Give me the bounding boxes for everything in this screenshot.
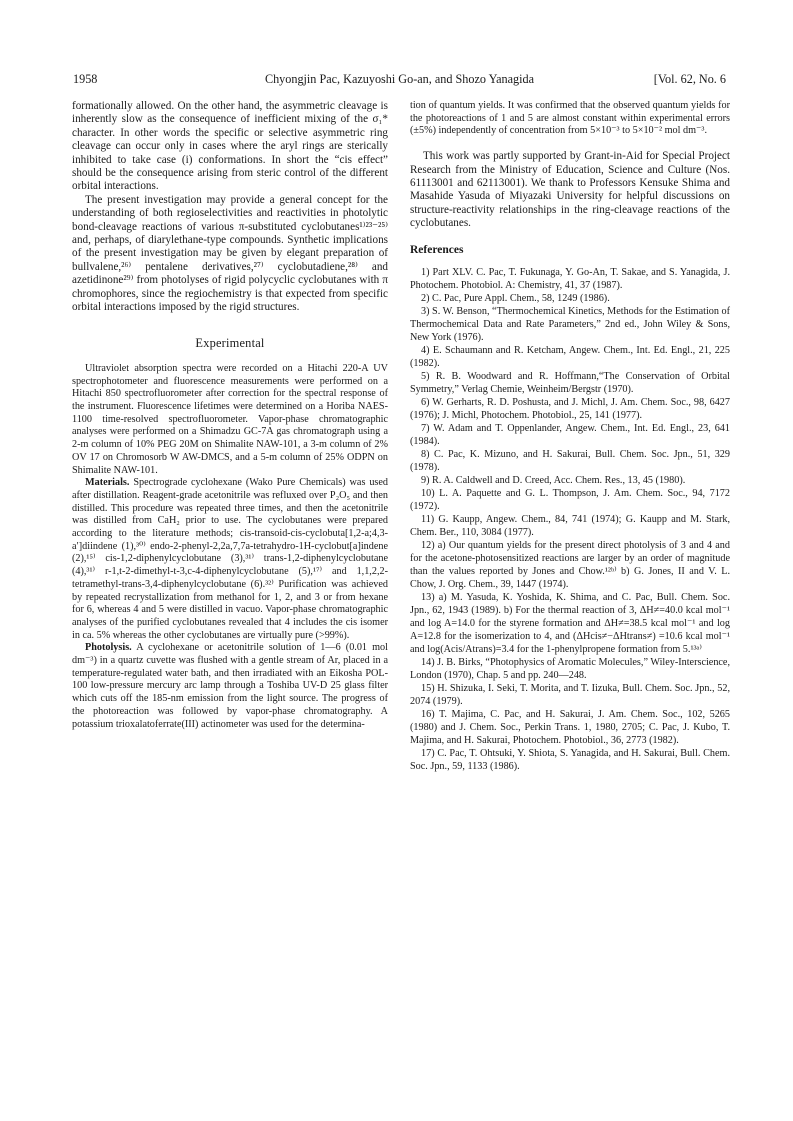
references-heading: References	[410, 243, 464, 256]
reference-item: 1) Part XLV. C. Pac, T. Fukunaga, Y. Go-An, T. Sakae, and S. Yanagida, J. Photochem. Photobiol. A: Chemistry, 41, 37 (1987).	[410, 266, 730, 291]
materials-paragraph	[72, 477, 388, 642]
right-column	[410, 100, 730, 773]
reference-item: 8) C. Pac, K. Mizuno, and H. Sakurai, Bull. Chem. Soc. Jpn., 51, 329 (1978).	[410, 448, 730, 473]
volume-issue: [Vol. 62, No. 6	[653, 72, 726, 86]
photolysis-paragraph	[72, 642, 388, 731]
reference-item: 15) H. Shizuka, I. Seki, T. Morita, and T. Iizuka, Bull. Chem. Soc. Jpn., 52, 2074 (1979).	[410, 682, 730, 707]
reference-item: 6) W. Gerharts, R. D. Poshusta, and J. Michl, J. Am. Chem. Soc., 98, 6427 (1976); J. Michl, Photochem. Photobiol., 25, 141 (1977).	[410, 396, 730, 421]
experimental-paragraph: Ultraviolet absorption spectra were recorded on a Hitachi 220-A UV spectrophotometer and fluorescence measurements were performed on a Hitachi 850 spectrofluorometer after correction for the spectral response of the instrument. Fluorescence lifetimes were determined on a Horiba NAES-1100 time-resolved spectrofluorometer. Vapor-phase chromatographic analyses were performed on a Shimadzu GC-7A gas chromatograph using a 2-m column of 10% PEG 20M on Shimalite NAW-101, a 3-m column of 2% OV 17 on Chromosorb W AW-DMCS, and a 5-m column of 25% ODPN on Shimalite NAW-101.	[72, 362, 388, 476]
reference-item: 13) a) M. Yasuda, K. Yoshida, K. Shima, and C. Pac, Bull. Chem. Soc. Jpn., 62, 1943 (1989). b) For the thermal reaction of 3, ΔH≠=40.0 kcal mol⁻¹ and log A=14.0 for the styrene formation and ΔH≠=38.5 kcal mol⁻¹ and log A=12.8 for the isomerization to 4, and (ΔHcis≠−ΔHtrans≠) =10.6 kcal mol⁻¹ and log(Acis/Atrans)=3.4 for the 1-phenylpropene formation from 5.¹³ᵃ⁾	[410, 591, 730, 655]
running-header	[73, 71, 726, 87]
page-number: 1958	[73, 72, 98, 86]
reference-item: 5) R. B. Woodward and R. Hoffmann,“The Conservation of Orbital Symmetry,” Verlag Chemie, Weinheim/Bergstr (1970).	[410, 370, 730, 395]
body-paragraph: tion of quantum yields. It was confirmed that the observed quantum yields for the photoreactions of 1 and 5 are almost constant within experimental errors (±5%) independently of concentration from 5×10⁻³ to 5×10⁻² mol dm⁻³.	[410, 100, 730, 137]
photolysis-lead: Photolysis.	[85, 642, 132, 654]
reference-item: 17) C. Pac, T. Ohtsuki, Y. Shiota, S. Yanagida, and H. Sakurai, Bull. Chem. Soc. Jpn., 59, 1133 (1986).	[410, 747, 730, 772]
reference-list	[410, 266, 730, 773]
left-column	[72, 100, 388, 731]
reference-item: 7) W. Adam and T. Oppenlander, Angew. Chem., Int. Ed. Engl., 23, 641 (1984).	[410, 422, 730, 447]
reference-item: 2) C. Pac, Pure Appl. Chem., 58, 1249 (1986).	[421, 292, 610, 304]
reference-item: 16) T. Majima, C. Pac, and H. Sakurai, J. Am. Chem. Soc., 102, 5265 (1980) and J. Chem. Soc., Perkin Trans. 1, 1980, 2705; C. Pac, J. Kubo, T. Majima, and H. Sakurai, Photochem. Photobiol., 36, 2773 (1982).	[410, 708, 730, 746]
body-paragraph: The present investigation may provide a general concept for the understanding of both regioselectivities and reactivities in photolytic bond-cleavage reactions of various π-substituted cyclobutanes¹⁾²³⁻²⁵⁾ and, perhaps, of diarylethane-type compounds. Synthetic implications of the present investigation may be given by elegant preparation of bullvalene,²⁶⁾ pentalene derivatives,²⁷⁾ cyclobutadiene,²⁸⁾ and azetidinone²⁹⁾ from photolyses of rigid polycyclic cyclobutanes with π chromophores, since the regiochemistry is that expected from specific orbital interactions imposed by the rigid structures.	[72, 193, 388, 314]
reference-item: 14) J. B. Birks, “Photophysics of Aromatic Molecules,” Wiley-Interscience, London (1970), Chap. 5 and pp. 240—248.	[410, 656, 730, 681]
acknowledgment: This work was partly supported by Grant-in-Aid for Special Project Research from the Ministry of Education, Science and Culture (Nos. 61113001 and 62113001). We thank to Professors Kensuke Shima and Masahide Yasuda of Miyazaki University for helpful discussions on structure-reactivity relationships in the ring-cleavage reactions of the cyclobutanes.	[410, 150, 730, 230]
reference-item: 12) a) Our quantum yields for the present direct photolysis of 3 and 4 and for the acetone-photosensitized reactions are larger by an order of magnitude than the values reported by Jones and Chow.¹²ᵇ⁾ b) G. Jones, II and V. L. Chow, J. Org. Chem., 39, 1447 (1974).	[410, 539, 730, 590]
materials-text: Spectrograde cyclohexane (Wako Pure Chemicals) was used after distillation. Reagent-grade acetonitrile was refluxed over P₂O₅ and then distilled. This procedure was repeated three times, and then the acetonitrile was distilled from CaH₂ prior to use. The cyclobutanes were prepared according to the literature methods; cis-transoid-cis-cyclobuta[1,2-a;4,3-a′]diindene (1),³⁰⁾ endo-2-phenyl-2,2a,7,7a-tetrahydro-1H-cyclobut[a]indene (2),¹⁵⁾ cis-1,2-diphenylcyclobutane (3),³¹⁾ trans-1,2-diphenylcyclobutane (4),³¹⁾ r-1,t-2-dimethyl-t-3,c-4-diphenylcyclobutane (5),¹⁷⁾ and 1,1,2,2-tetramethyl-trans-3,4-diphenylcyclobutane (6).³²⁾ Purification was achieved by repeated recrystallization from methanol for 1, 2, and 3 or from hexane for 6, whereas 4 and 5 were distilled in vacuo. Vapor-phase chromatographic analyses of the purified cyclobutanes revealed that 4 includes the cis isomer in ca. 5% whereas the other cyclobutanes are virtually pure (>99%).	[72, 477, 388, 641]
materials-lead: Materials.	[85, 477, 130, 489]
running-authors: Chyongjin Pac, Kazuyoshi Go-an, and Shozo Yanagida	[264, 72, 535, 86]
reference-item: 9) R. A. Caldwell and D. Creed, Acc. Chem. Res., 13, 45 (1980).	[421, 474, 686, 486]
experimental-heading: Experimental	[195, 335, 265, 350]
reference-item: 10) L. A. Paquette and G. L. Thompson, J. Am. Chem. Soc., 94, 7172 (1972).	[410, 487, 730, 512]
reference-item: 4) E. Schaumann and R. Ketcham, Angew. Chem., Int. Ed. Engl., 21, 225 (1982).	[410, 344, 730, 369]
photolysis-text: A cyclohexane or acetonitrile solution of 1—6 (0.01 mol dm⁻³) in a quartz cuvette was flushed with a gentle stream of Ar, placed in a temperature-regulated water bath, and then irradiated with an Eikosha POL-100 low-pressure mercury arc lamp through a Toshiba UV-D 25 glass filter which cuts off the 185-nm emission from the light source. The progress of the photoreaction was followed by vapor-phase chromatography. A potassium trioxalatoferrate(III) actinometer was used for the determina-	[72, 642, 388, 730]
reference-item: 11) G. Kaupp, Angew. Chem., 84, 741 (1974); G. Kaupp and M. Stark, Chem. Ber., 110, 3084 (1977).	[410, 513, 730, 538]
body-paragraph: formationally allowed. On the other hand, the asymmetric cleavage is inherently slow as the consequence of inefficient mixing of the σ₁* character. In other words the specific or selective asymmetric ring cleavage can occur only in cases where the aryl rings are sterically inhibited to take case (i) conformations. In short the “cis effect” should be the consequence arising from steric control of the different orbital interactions.	[72, 100, 388, 193]
reference-item: 3) S. W. Benson, “Thermochemical Kinetics, Methods for the Estimation of Thermochemical Data and Rate Parameters,” 2nd ed., John Wiley & Sons, New York (1976).	[410, 305, 730, 343]
